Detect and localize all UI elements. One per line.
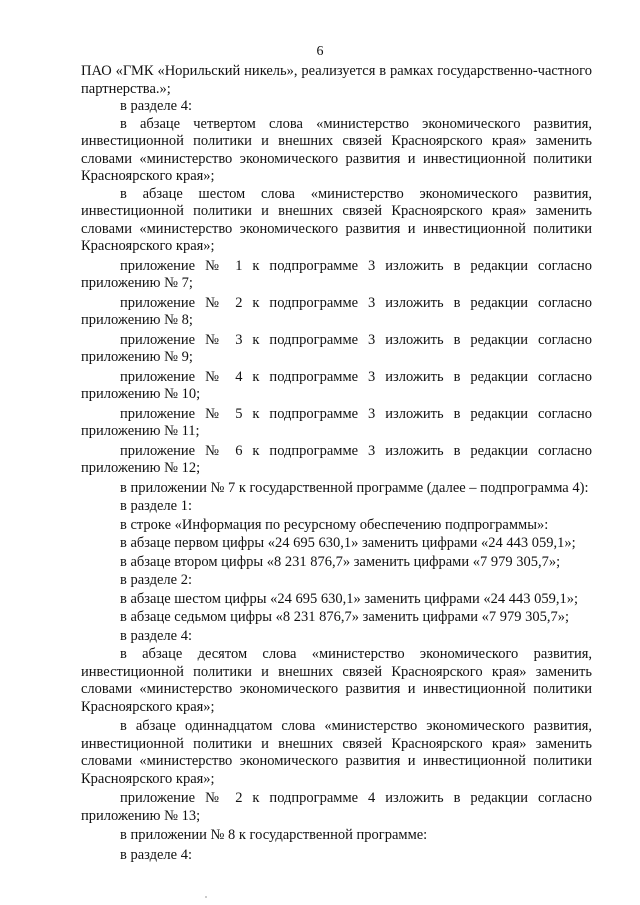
paragraph-20: в абзаце десятом слова «министерство экономического развития, инвестиционной политики и внешних связей Красноярского края» заменить словами «министерство экономического развития и инвестиционной политики Красноярского края»; [81, 646, 592, 715]
paragraph-22: приложение № 2 к подпрограмме 4 изложить в редакции согласно приложению № 13; [81, 790, 592, 824]
paragraph-6: приложение № 2 к подпрограмме 3 изложить в редакции согласно приложению № 8; [81, 294, 592, 328]
paragraph-15: в абзаце втором цифры «8 231 876,7» заменить цифрами «7 979 305,7»; [120, 553, 561, 570]
paragraph-8: приложение № 4 к подпрограмме 3 изложить в редакции согласно приложению № 10; [81, 368, 592, 402]
paragraph-2: в разделе 4: [120, 98, 193, 114]
page-number: 6 [316, 44, 324, 59]
paragraph-17: в абзаце шестом цифры «24 695 630,1» заменить цифрами «24 443 059,1»; [120, 590, 579, 607]
paragraph-4: в абзаце шестом слова «министерство экономического развития, инвестиционной политики и внешних связей Красноярского края» заменить словами «министерство экономического развития и инвестиционной политики Красноярского края»; [81, 185, 592, 254]
paragraph-1: ПАО «ГМК «Норильский никель», реализуется в рамках государственно-частного партнерства.»; [81, 63, 592, 97]
scan-speck [205, 896, 207, 898]
paragraph-14: в абзаце первом цифры «24 695 630,1» заменить цифрами «24 443 059,1»; [120, 535, 576, 551]
paragraph-7: приложение № 3 к подпрограмме 3 изложить в редакции согласно приложению № 9; [81, 331, 592, 365]
paragraph-13: в строке «Информация по ресурсному обеспечению подпрограммы»: [120, 516, 549, 533]
paragraph-10: приложение № 6 к подпрограмме 3 изложить в редакции согласно приложению № 12; [81, 442, 592, 476]
document-body [81, 63, 592, 864]
paragraph-24: в разделе 4: [120, 846, 193, 863]
paragraph-5: приложение № 1 к подпрограмме 3 изложить в редакции согласно приложению № 7; [81, 257, 592, 291]
paragraph-23: в приложении № 8 к государственной программе: [120, 827, 428, 843]
paragraph-12: в разделе 1: [120, 498, 193, 514]
paragraph-18: в абзаце седьмом цифры «8 231 876,7» заменить цифрами «7 979 305,7»; [120, 609, 570, 625]
paragraph-11: в приложении № 7 к государственной программе (далее – подпрограмма 4): [120, 479, 589, 496]
paragraph-9: приложение № 5 к подпрограмме 3 изложить в редакции согласно приложению № 11; [81, 405, 592, 439]
paragraph-21: в абзаце одиннадцатом слова «министерство экономического развития, инвестиционной политики и внешних связей Красноярского края» заменить словами «министерство экономического развития и инвестиционной политики Красноярского края»; [81, 718, 592, 787]
paragraph-3: в абзаце четвертом слова «министерство экономического развития, инвестиционной политики и внешних связей Красноярского края» заменить словами «министерство экономического развития и инвестиционной политики Красноярского края»; [81, 115, 592, 184]
paragraph-19: в разделе 4: [120, 627, 193, 644]
paragraph-16: в разделе 2: [120, 572, 193, 588]
